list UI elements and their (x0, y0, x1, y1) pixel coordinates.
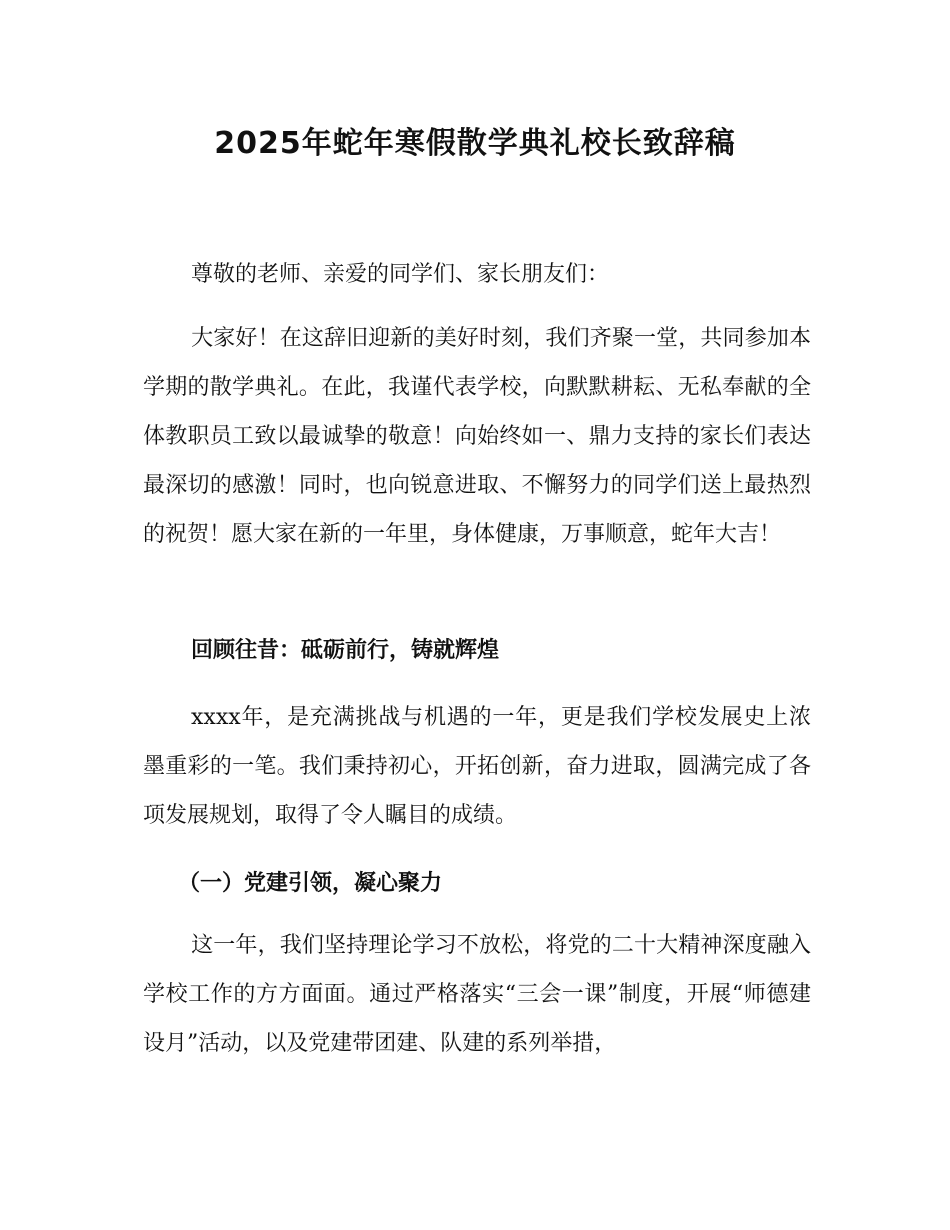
section-paragraph-text: xxxx年，是充满挑战与机遇的一年，更是我们学校发展史上浓墨重彩的一笔。我们秉持初心，开拓创新，奋力进取，圆满完成了各项发展规划，取得了令人瞩目的成绩。 (143, 705, 811, 828)
intro-text: 大家好！在这辞旧迎新的美好时刻，我们齐聚一堂，共同参加本学期的散学典礼。在此，我谨代表学校，向默默耕耘、无私奉献的全体教职员工致以最诚挚的敬意！向始终如一、鼎力支持的家长们表达最深切的感激！同时，也向锐意进取、不懈努力的同学们送上最热烈的祝贺！愿大家在新的一年里，身体健康，万事顺意，蛇年大吉！ (143, 326, 811, 547)
salutation-text: 尊敬的老师、亲爱的同学们、家长朋友们： (191, 262, 610, 287)
intro-paragraph (143, 314, 811, 559)
subsection-paragraph-text: 这一年，我们坚持理论学习不放松，将党的二十大精神深度融入学校工作的方方面面。通过严格落实“三会一课”制度，开展“师德建设月”活动，以及党建带团建、队建的系列举措， (143, 933, 811, 1056)
subsection-paragraph (143, 921, 811, 1068)
subsection-heading: （一）党建引领，凝心聚力 (178, 871, 443, 896)
section-paragraph (143, 693, 811, 840)
section-heading: 回顾往昔：砥砺前行，铸就辉煌 (191, 638, 500, 663)
salutation (143, 250, 811, 299)
document-title: 2025年蛇年寒假散学典礼校长致辞稿 (214, 126, 736, 161)
